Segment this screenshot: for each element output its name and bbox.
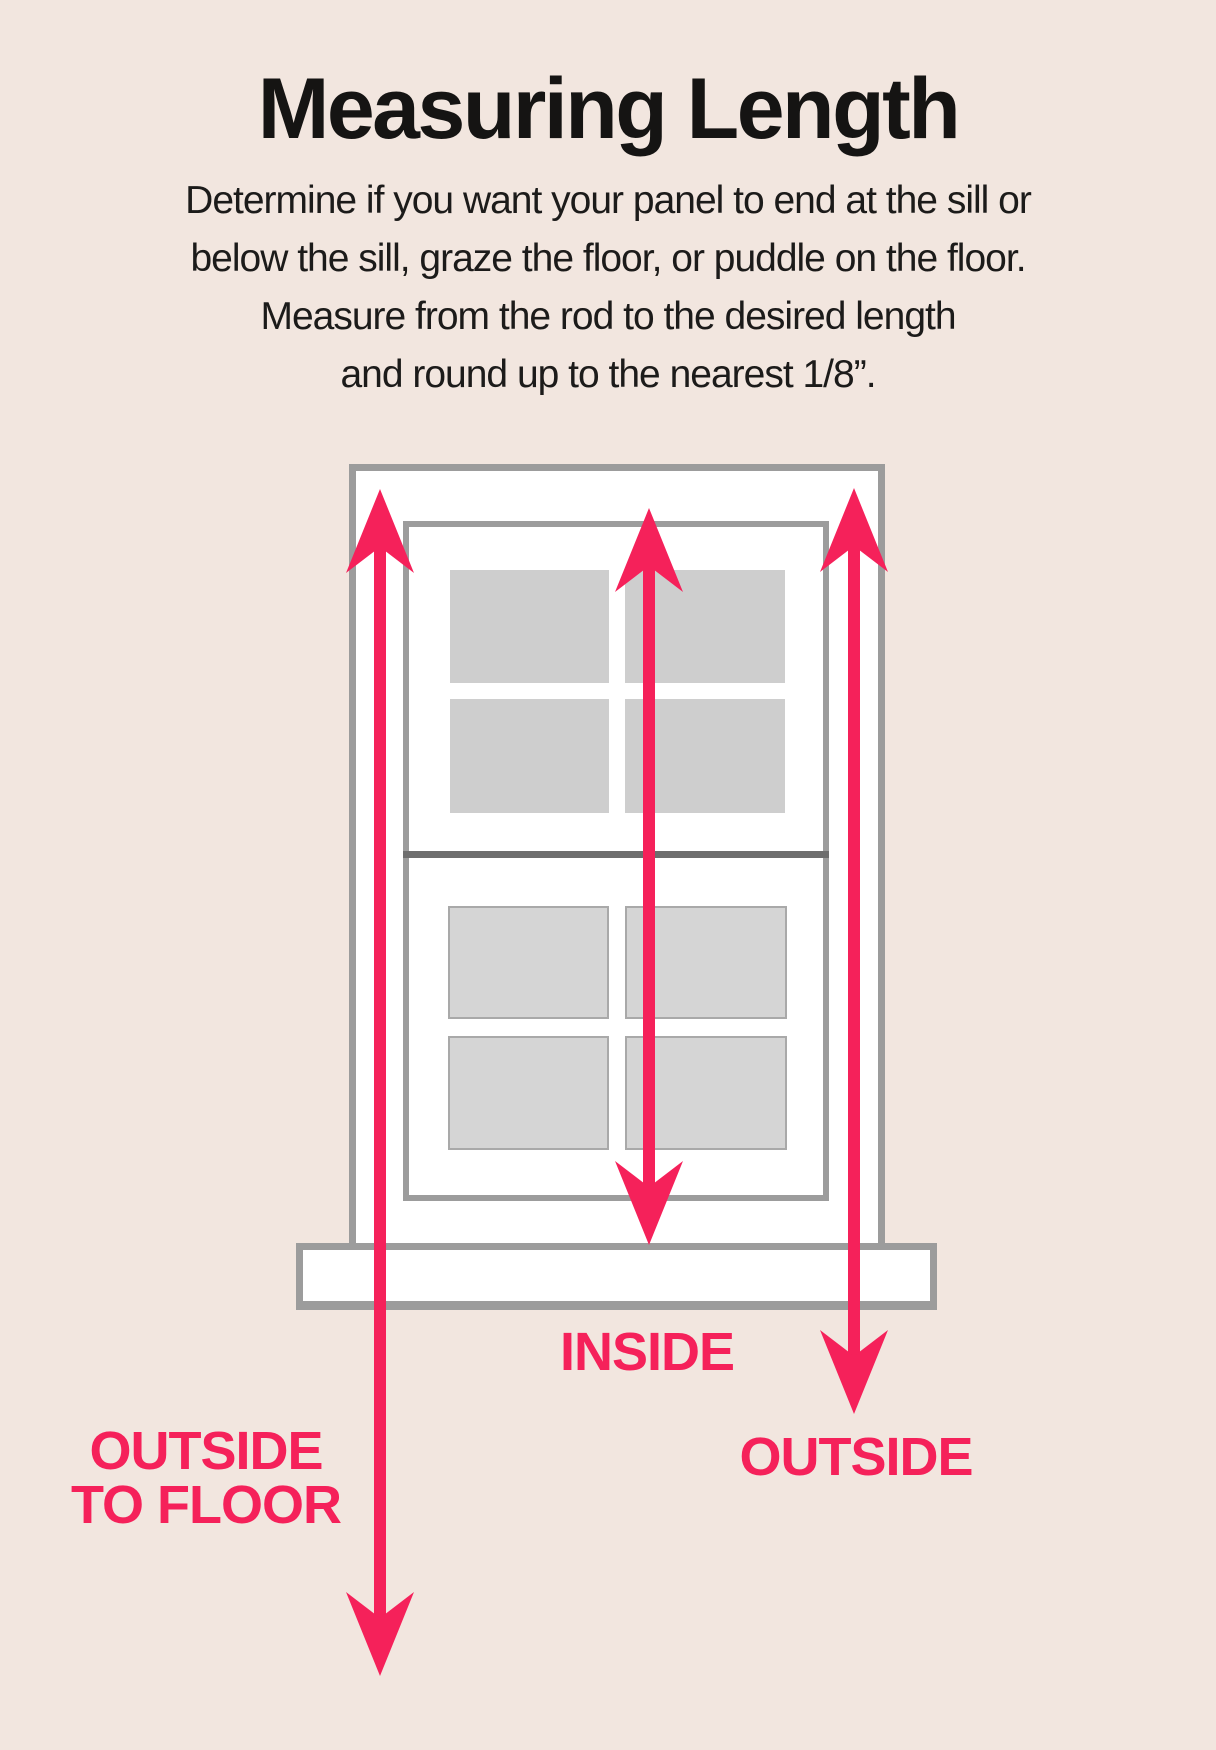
arrow-shaft <box>374 545 386 1620</box>
intro-line-3: Measure from the rod to the desired length <box>260 295 956 338</box>
label-inside: INSIDE <box>559 1322 735 1382</box>
label-outside-to-floor-line1: OUTSIDE <box>89 1421 323 1481</box>
outside-to-floor-arrow <box>346 489 414 1676</box>
outside-arrow <box>820 488 888 1414</box>
intro-line-4: and round up to the nearest 1/8”. <box>340 353 876 396</box>
page-title: Measuring Length <box>257 61 959 157</box>
label-outside-to-floor <box>71 1421 341 1535</box>
intro-line-2: below the sill, graze the floor, or puddle on the floor. <box>190 237 1026 280</box>
label-outside: OUTSIDE <box>739 1427 973 1487</box>
inside-arrow <box>615 508 683 1245</box>
label-outside-to-floor-line2: TO FLOOR <box>71 1475 341 1535</box>
intro-line-1: Determine if you want your panel to end at the sill or <box>185 179 1031 222</box>
arrow-shaft <box>643 564 655 1189</box>
arrow-shaft <box>848 544 860 1358</box>
